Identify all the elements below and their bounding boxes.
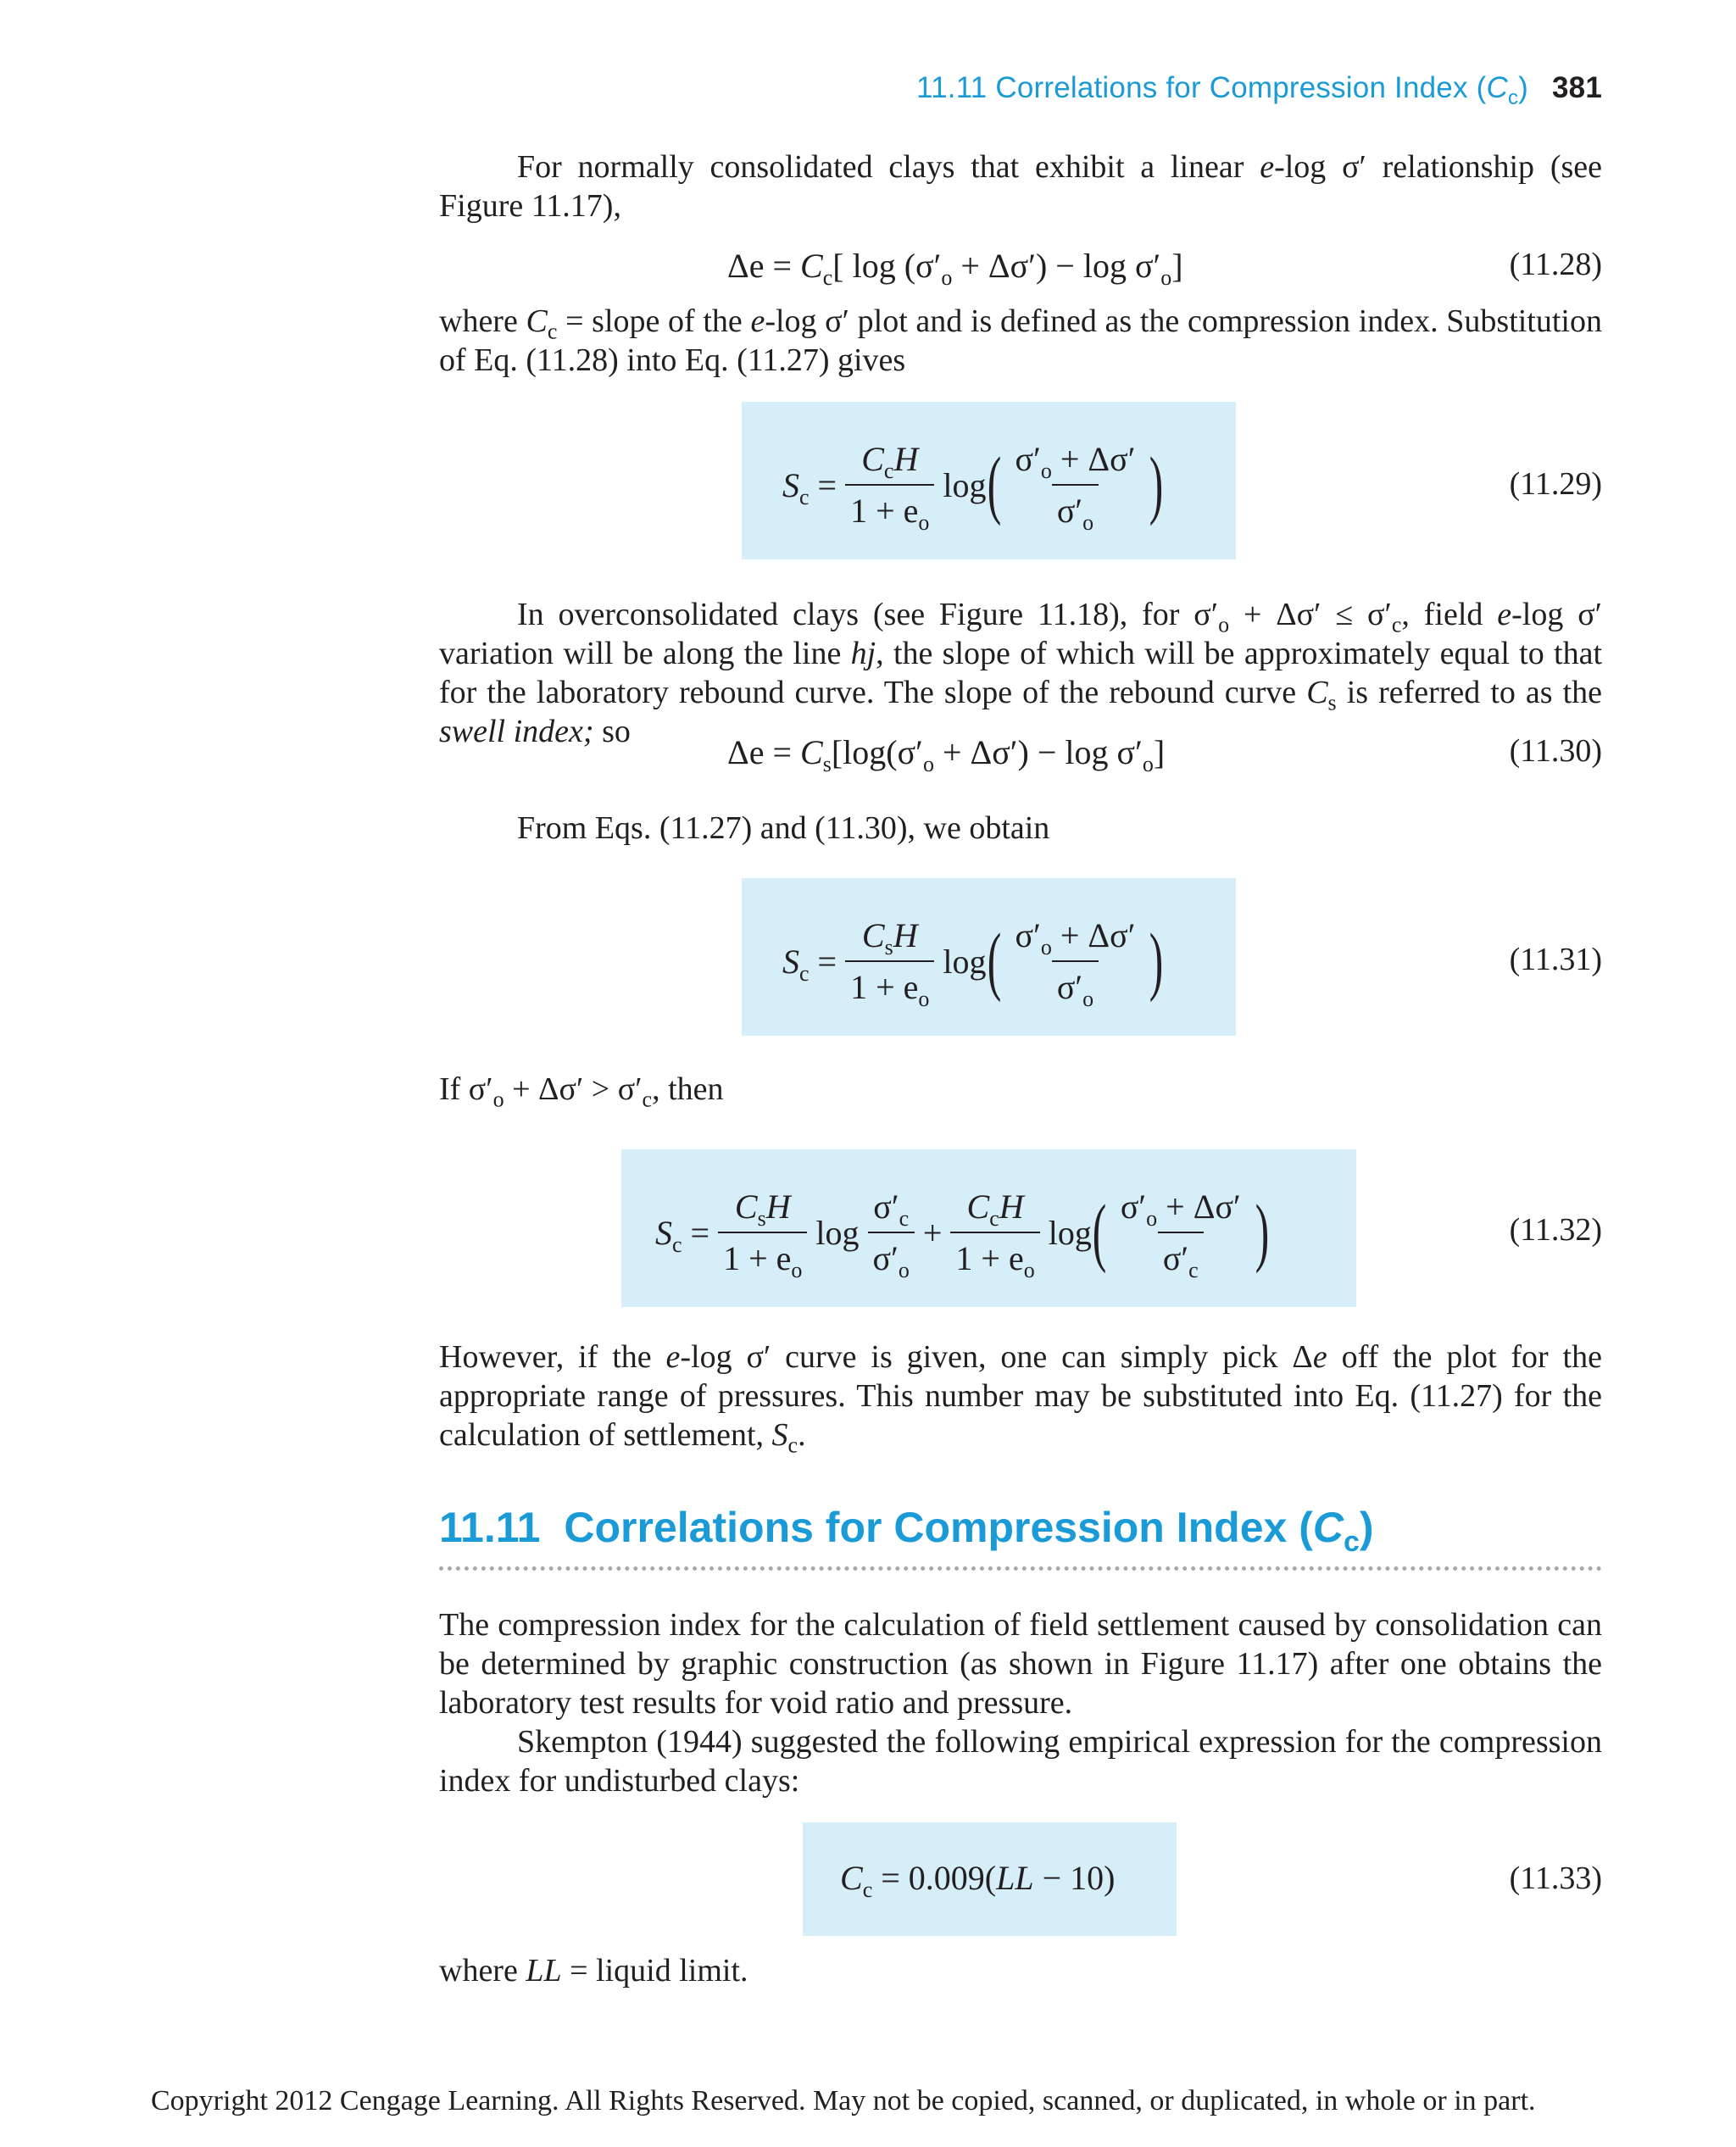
fraction-csh-over-1eo: $\frac{C_sH}{1 + e_o}$ bbox=[718, 1187, 807, 1278]
paragraph-however: However, if the e-log σ′ curve is given, one can simply pick Δe off the plot for the appropriate range of pressures. This number may be substituted into Eq. (11.27) for the calculation of settlement, $S_c$. bbox=[439, 1339, 1602, 1458]
equation-number-11-31: (11.31) bbox=[1509, 942, 1602, 977]
fraction-csh-over-1eo: $\frac{C_sH}{1 + e_o}$ bbox=[845, 915, 934, 1007]
paragraph-overconsolidated: In overconsolidated clays (see Figure 11.18), for $\sigma'_o + \Delta\sigma' \le \sigma'_c$, field e-log σ′ variation will be along the line hj, the slope of which will be approximately equal to that for the laboratory rebound curve. The slope of the rebound curve $C_s$ is referred to as the swell index; so bbox=[439, 597, 1603, 749]
equation-11-31: $S_c$ = $\frac{C_sH}{1 + e_o}$ log ( $\frac{\sigma'_o + \Delta\sigma'}{\sigma'_o}$ ) bbox=[782, 916, 1164, 1011]
paragraph-skempton: Skempton (1944) suggested the following empirical expression for the compression index for undisturbed clays: bbox=[439, 1724, 1602, 1799]
paragraph-normally-consolidated: For normally consolidated clays that exhibit a linear e-log σ′ relationship (see Figure 11.17), bbox=[439, 149, 1602, 224]
fraction-stress-ratio: $\frac{\sigma'_o + \Delta\sigma'}{\sigma'_o}$ bbox=[1015, 916, 1136, 1011]
section-divider bbox=[439, 1566, 1602, 1571]
fraction-cch-over-1eo: $\frac{C_cH}{1 + e_o}$ bbox=[950, 1187, 1039, 1278]
fraction-stress-over-sigc: $\frac{\sigma'_o + \Delta\sigma'}{\sigma'_c}$ bbox=[1120, 1188, 1241, 1282]
equation-box-11-29 bbox=[742, 402, 1236, 559]
equation-number-11-28: (11.28) bbox=[1509, 247, 1602, 282]
page-number: 381 bbox=[1552, 71, 1602, 104]
section-heading: 11.11 Correlations for Compression Index $(C_c)$ bbox=[439, 1504, 1374, 1558]
paragraph-compression-index-intro: The compression index for the calculation of field settlement caused by consolidation can be determined by graphic construction (as shown in Figure 11.17) after one obtains the laboratory test results for void ratio and pressure. bbox=[439, 1607, 1602, 1721]
equation-box-11-33 bbox=[803, 1822, 1177, 1936]
paragraph-if-condition: If $\sigma'_o + \Delta\sigma' > \sigma'_c$, then bbox=[439, 1071, 724, 1112]
equation-box-11-32 bbox=[621, 1149, 1356, 1307]
paragraph-from-eqs: From Eqs. (11.27) and (11.30), we obtain bbox=[517, 810, 1050, 846]
equation-11-33: $C_c = 0.009(LL - 10)$ bbox=[840, 1859, 1116, 1902]
fraction-sigc-over-sigo: $\frac{\sigma'_c}{\sigma'_o}$ bbox=[868, 1187, 915, 1278]
fraction-stress-ratio: $\frac{\sigma'_o + \Delta\sigma'}{\sigma'_o}$ bbox=[1015, 440, 1136, 535]
equation-number-11-30: (11.30) bbox=[1509, 733, 1602, 769]
equation-number-11-32: (11.32) bbox=[1509, 1212, 1602, 1248]
running-header-title: 11.11 Correlations for Compression Index $(C_c)$ bbox=[916, 71, 1528, 109]
paragraph-compression-index-def: where $C_c$ = slope of the e-log σ′ plot and is defined as the compression index. Substitution of Eq. (11.28) into Eq. (11.27) gives bbox=[439, 303, 1602, 378]
equation-11-28: $\Delta e = C_c$[ $\log (\sigma'_o + \Delta\sigma') - \log \sigma'_o$] bbox=[727, 247, 1183, 290]
equation-number-11-33: (11.33) bbox=[1509, 1861, 1602, 1896]
paragraph-liquid-limit: where LL = liquid limit. bbox=[439, 1953, 748, 1988]
equation-box-11-31 bbox=[742, 878, 1236, 1036]
equation-number-11-29: (11.29) bbox=[1509, 466, 1602, 502]
running-header bbox=[916, 71, 1602, 110]
equation-11-32: $S_c$ = $\frac{C_sH}{1 + e_o}$ log $\frac{\sigma'_c}{\sigma'_o}$ + $\frac{C_cH}{1 + e_o}$ log ( $\frac{\sigma'_o + \Delta\sigma'}{\sigma'_c}$ ) bbox=[655, 1188, 1269, 1282]
equation-11-30: $\Delta e = C_s[\log(\sigma'_o + \Delta\sigma') - \log \sigma'_o]$ bbox=[727, 733, 1166, 776]
copyright-footer: Copyright 2012 Cengage Learning. All Rights Reserved. May not be copied, scanned, or duplicated, in whole or in part. bbox=[151, 2085, 1536, 2116]
equation-11-29: $S_c$ = $\frac{C_cH}{1 + e_o}$ log ( $\frac{\sigma'_o + \Delta\sigma'}{\sigma'_o}$ ) bbox=[782, 440, 1164, 535]
fraction-cch-over-1eo: $\frac{C_cH}{1 + e_o}$ bbox=[845, 439, 934, 531]
